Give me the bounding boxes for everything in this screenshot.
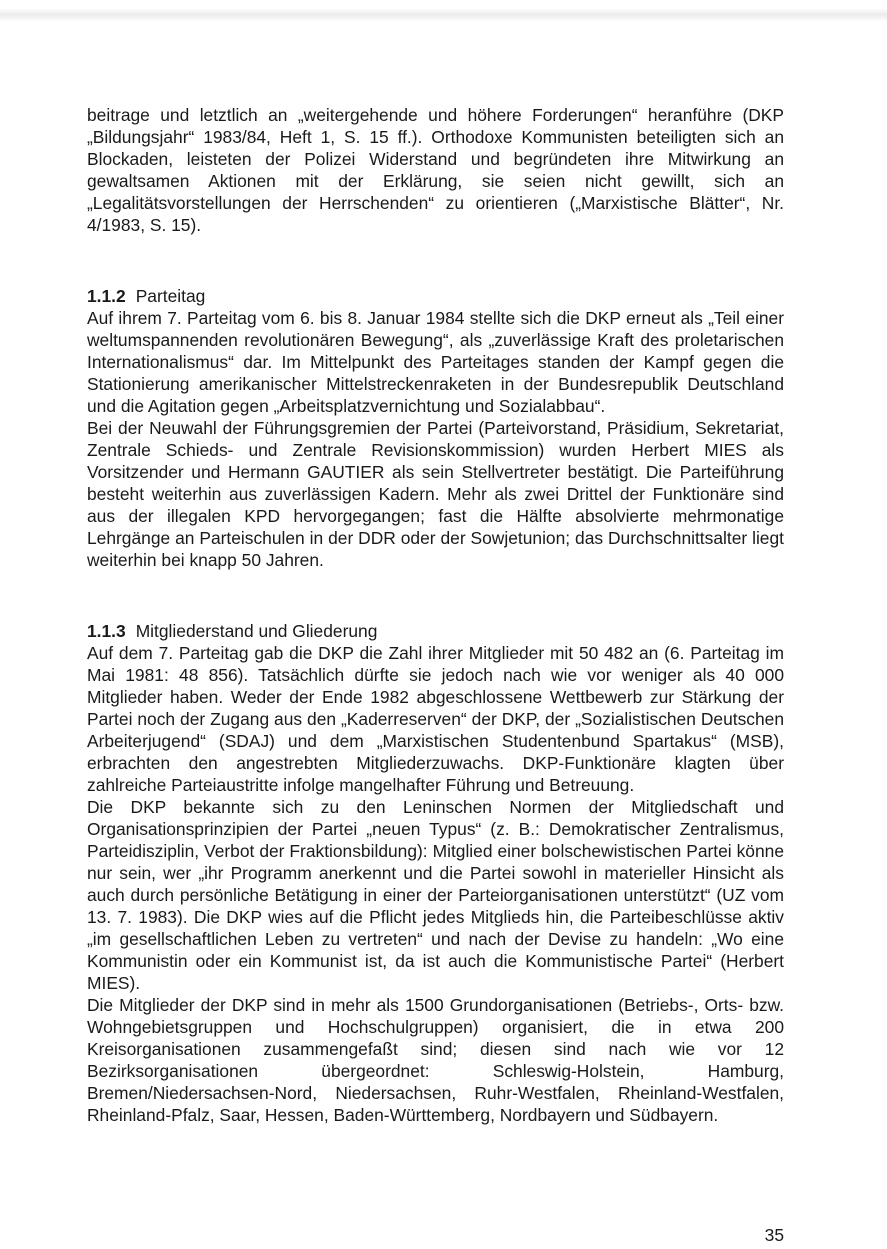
page-top-edge [0, 8, 887, 22]
body-paragraph: Auf dem 7. Parteitag gab die DKP die Zahl ihrer Mitglieder mit 50 482 an (6. Parteitag im Mai 1981: 48 856). Tatsächlich dürfte sie jedoch nach wie vor weniger als 40 000 Mitglieder haben. Weder der Ende 1982 abgeschlossene Wettbewerb zur Stärkung der Partei noch der Zugang aus den „Kaderreserven“ der DKP, der „Sozialistischen Deutschen Arbeiterjugend“ (SDAJ) und dem „Marxistischen Studentenbund Spartakus“ (MSB), erbrachten den angestrebten Mitgliederzuwachs. DKP-Funktionäre klagten über zahlreiche Parteiaustritte infolge mangelhafter Führung und Betreuung. [87, 643, 784, 795]
body-paragraph: Die DKP bekannte sich zu den Leninschen Normen der Mitgliedschaft und Organisationsprinzipien der Partei „neuen Typus“ (z. B.: Demokratischer Zentralismus, Parteidisziplin, Verbot der Fraktionsbildung): Mitglied einer bolschewistischen Partei könne nur sein, wer „ihr Programm anerkennt und die Partei sowohl in materieller Hinsicht als auch durch persönliche Betätigung in einer der Parteiorganisationen unterstützt“ (UZ vom 13. 7. 1983). Die DKP wies auf die Pflicht jedes Mitglieds hin, die Parteibeschlüsse aktiv „im gesellschaftlichen Leben zu vertreten“ und nach der Devise zu handeln: „Wo eine Kommunistin oder ein Kommunist ist, da ist auch die Kommunistische Partei“ (Herbert MIES). [87, 797, 784, 993]
page-number: 35 [764, 1225, 784, 1245]
section-mitgliederstand [87, 620, 784, 1126]
section-title: Parteitag [135, 286, 206, 306]
section-title: Mitgliederstand und Gliederung [135, 621, 378, 641]
body-paragraph: Die Mitglieder der DKP sind in mehr als 1500 Grundorganisationen (Betriebs-, Orts- bzw. Wohngebietsgruppen und Hochschulgruppen) organisiert, die in etwa 200 Kreisorganisationen zusammengefaßt sind; diesen sind nach wie vor 12 Bezirksorganisationen übergeordnet: Schleswig-Holstein, Hamburg, Bremen/Niedersachsen-Nord, Niedersachsen, Ruhr-Westfalen, Rheinland-Westfalen, Rheinland-Pfalz, Saar, Hessen, Baden-Württemberg, Nordbayern und Südbayern. [87, 995, 784, 1125]
body-paragraph: Bei der Neuwahl der Führungsgremien der Partei (Parteivorstand, Präsidium, Sekretariat, Zentrale Schieds- und Zentrale Revisionskommission) wurden Herbert MIES als Vorsitzender und Hermann GAUTIER als sein Stellvertreter bestätigt. Die Parteiführung besteht weiterhin aus zuverlässigen Kadern. Mehr als zwei Drittel der Funktionäre sind aus der illegalen KPD hervorgegangen; fast die Hälfte absolvierte mehrmonatige Lehrgänge an Parteischulen in der DDR oder der Sowjetunion; das Durchschnittsalter liegt weiterhin bei knapp 50 Jahren. [87, 418, 784, 570]
intro-paragraph: beitrage und letztlich an „weitergehende und höhere Forderungen“ heranführe (DKP „Bildungsjahr“ 1983/84, Heft 1, S. 15 ff.). Orthodoxe Kommunisten beteiligten sich an Blockaden, leisteten der Polizei Widerstand und begründeten ihre Mitwirkung an gewaltsamen Aktionen mit der Erklärung, sie seien nicht gewillt, sich an „Legalitätsvorstellungen der Herrschenden“ zu orientieren („Marxistische Blätter“, Nr. 4/1983, S. 15). [87, 105, 784, 235]
section-number: 1.1.3 [87, 621, 126, 641]
section-number: 1.1.2 [87, 286, 126, 306]
section-parteitag [87, 285, 784, 571]
document-page [87, 104, 784, 1126]
section-heading [87, 620, 784, 642]
body-paragraph: Auf ihrem 7. Parteitag vom 6. bis 8. Januar 1984 stellte sich die DKP erneut als „Teil einer weltumspannenden revolutionären Bewegung“, als „zuverlässige Kraft des proletarischen Internationalismus“ dar. Im Mittelpunkt des Parteitages standen der Kampf gegen die Stationierung amerikanischer Mittelstreckenraketen in der Bundesrepublik Deutschland und die Agitation gegen „Arbeitsplatzvernichtung und Sozialabbau“. [87, 308, 784, 416]
section-heading [87, 285, 784, 307]
